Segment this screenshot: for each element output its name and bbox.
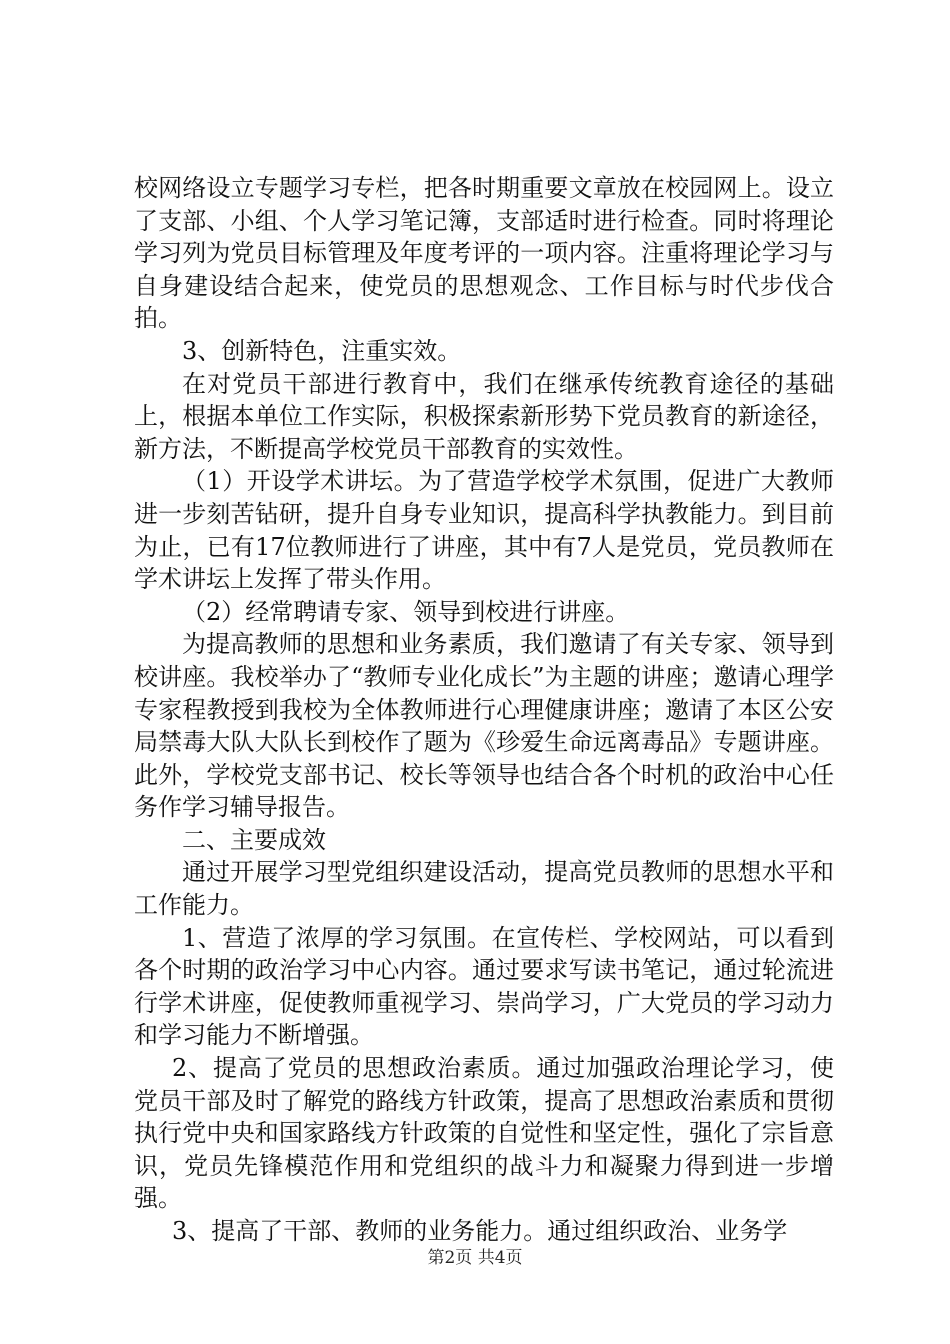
- paragraph-result-3: 3、提高了干部、教师的业务能力。通过组织政治、业务学: [172, 1217, 788, 1245]
- paragraph-result-2: 2、提高了党员的思想政治素质。通过加强政治理论学习，使党员干部及时了解党的路线方针政策，提高了思想政治素质和贯彻执行党中央和国家路线方针政策的自觉性和坚定性，强化了宗旨意识，党员先锋模范作用和党组织的战斗力和凝聚力得到进一步增强。: [134, 1054, 834, 1213]
- paragraph-academic-forum: （1）开设学术讲坛。为了营造学校学术氛围，促进广大教师进一步刻苦钻研，提升自身专业知识，提高科学执教能力。到目前为止，已有17位教师进行了讲座，其中有7人是党员，党员教师在学术讲坛上发挥了带头作用。: [134, 467, 834, 594]
- document-body: [134, 172, 834, 1248]
- section-heading-results: 二、主要成效: [182, 825, 326, 854]
- paragraph-result-1: 1、营造了浓厚的学习氛围。在宣传栏、学校网站，可以看到各个时期的政治学习中心内容。通过要求写读书笔记，通过轮流进行学术讲座，促使教师重视学习、崇尚学习，广大党员的学习动力和学习能力不断增强。: [134, 923, 834, 1050]
- paragraph-education-approach: 在对党员干部进行教育中，我们在继承传统教育途径的基础上，根据本单位工作实际，积极探索新形势下党员教育的新途径，新方法，不断提高学校党员干部教育的实效性。: [134, 369, 834, 463]
- paragraph-continuation: 校网络设立专题学习专栏，把各时期重要文章放在校园网上。设立了支部、小组、个人学习笔记簿，支部适时进行检查。同时将理论学习列为党员目标管理及年度考评的一项内容。注重将理论学习与自身建设结合起来，使党员的思想观念、工作目标与时代步伐合拍。: [134, 174, 834, 333]
- paragraph-expert-lectures: （2）经常聘请专家、领导到校进行讲座。: [182, 597, 630, 626]
- paragraph-lecture-details: 为提高教师的思想和业务素质，我们邀请了有关专家、领导到校讲座。我校举办了“教师专业化成长”为主题的讲座；邀请心理学专家程教授到我校为全体教师进行心理健康讲座；邀请了本区公安局禁毒大队大队长到校作了题为《珍爱生命远离毒品》专题讲座。此外，学校党支部书记、校长等领导也结合各个时机的政治中心任务作学习辅导报告。: [134, 630, 834, 822]
- paragraph-heading-innovation: 3、创新特色，注重实效。: [182, 336, 462, 365]
- page-footer: 第2页 共4页: [427, 1248, 523, 1268]
- paragraph-results-intro: 通过开展学习型党组织建设活动，提高党员教师的思想水平和工作能力。: [134, 858, 834, 920]
